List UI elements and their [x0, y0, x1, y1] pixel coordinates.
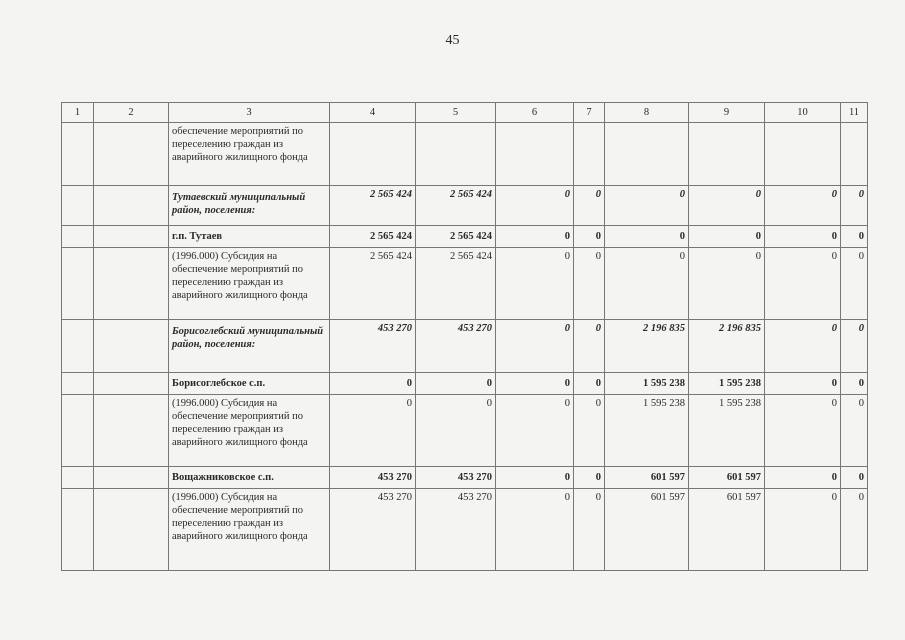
empty-cell: [94, 226, 169, 248]
column-number-header: 4: [330, 103, 416, 123]
amount-cell: 601 597: [689, 489, 765, 571]
amount-cell: 0: [496, 395, 574, 467]
page-number: 45: [445, 33, 460, 48]
amount-cell: 0: [765, 226, 841, 248]
empty-cell: [62, 489, 94, 571]
row-description-cell: Борисоглебский муниципальный район, поселения:: [169, 320, 330, 373]
amount-cell: [841, 123, 868, 186]
empty-cell: [62, 248, 94, 320]
table-row: [62, 395, 868, 467]
empty-cell: [94, 186, 169, 226]
amount-cell: 0: [416, 373, 496, 395]
amount-cell: 0: [689, 248, 765, 320]
row-description-cell: обеспечение мероприятий по переселению граждан из аварийного жилищного фонда: [169, 123, 330, 186]
amount-cell: 0: [605, 186, 689, 226]
amount-cell: 0: [689, 186, 765, 226]
column-number-header: 11: [841, 103, 868, 123]
table-row: [62, 489, 868, 571]
amount-cell: 1 595 238: [605, 395, 689, 467]
amount-cell: [330, 123, 416, 186]
amount-cell: 0: [841, 320, 868, 373]
amount-cell: 0: [765, 186, 841, 226]
amount-cell: 2 196 835: [689, 320, 765, 373]
column-number-header: 2: [94, 103, 169, 123]
amount-cell: 2 565 424: [330, 226, 416, 248]
amount-cell: 0: [330, 373, 416, 395]
amount-cell: 0: [765, 489, 841, 571]
table-row: [62, 467, 868, 489]
amount-cell: 453 270: [416, 320, 496, 373]
table-row: [62, 248, 868, 320]
amount-cell: 0: [841, 489, 868, 571]
empty-cell: [62, 395, 94, 467]
column-number-header: 10: [765, 103, 841, 123]
amount-cell: 601 597: [605, 467, 689, 489]
amount-cell: 0: [496, 186, 574, 226]
amount-cell: [605, 123, 689, 186]
amount-cell: 453 270: [416, 489, 496, 571]
amount-cell: 0: [765, 467, 841, 489]
empty-cell: [94, 373, 169, 395]
column-number-header: 1: [62, 103, 94, 123]
column-number-header: 5: [416, 103, 496, 123]
amount-cell: 0: [765, 373, 841, 395]
empty-cell: [94, 489, 169, 571]
amount-cell: 0: [574, 395, 605, 467]
empty-cell: [62, 123, 94, 186]
amount-cell: 0: [574, 186, 605, 226]
amount-cell: 453 270: [330, 467, 416, 489]
amount-cell: 1 595 238: [689, 373, 765, 395]
row-description-cell: Борисоглебское с.п.: [169, 373, 330, 395]
amount-cell: 1 595 238: [689, 395, 765, 467]
table-row: [62, 373, 868, 395]
amount-cell: 0: [574, 467, 605, 489]
empty-cell: [62, 467, 94, 489]
amount-cell: 0: [841, 226, 868, 248]
amount-cell: 2 565 424: [416, 226, 496, 248]
amount-cell: 1 595 238: [605, 373, 689, 395]
amount-cell: 0: [496, 320, 574, 373]
amount-cell: 2 196 835: [605, 320, 689, 373]
amount-cell: 453 270: [330, 489, 416, 571]
column-number-header: 3: [169, 103, 330, 123]
amount-cell: 0: [574, 226, 605, 248]
row-description-cell: (1996.000) Субсидия на обеспечение мероприятий по переселению граждан из аварийного жилищного фонда: [169, 489, 330, 571]
amount-cell: 0: [496, 489, 574, 571]
amount-cell: 0: [765, 248, 841, 320]
amount-cell: 0: [574, 489, 605, 571]
row-description-cell: Вощажниковское с.п.: [169, 467, 330, 489]
amount-cell: 2 565 424: [416, 186, 496, 226]
empty-cell: [62, 320, 94, 373]
amount-cell: 2 565 424: [330, 248, 416, 320]
amount-cell: 0: [496, 248, 574, 320]
empty-cell: [94, 320, 169, 373]
amount-cell: 0: [765, 395, 841, 467]
amount-cell: 601 597: [689, 467, 765, 489]
amount-cell: 0: [574, 248, 605, 320]
table-row: [62, 186, 868, 226]
amount-cell: 601 597: [605, 489, 689, 571]
table-row: [62, 226, 868, 248]
amount-cell: [496, 123, 574, 186]
amount-cell: 2 565 424: [330, 186, 416, 226]
amount-cell: 0: [841, 248, 868, 320]
amount-cell: 0: [496, 467, 574, 489]
table-header-row: [62, 103, 868, 123]
amount-cell: 0: [841, 395, 868, 467]
amount-cell: [689, 123, 765, 186]
amount-cell: 0: [605, 226, 689, 248]
column-number-header: 7: [574, 103, 605, 123]
amount-cell: 453 270: [416, 467, 496, 489]
amount-cell: 0: [330, 395, 416, 467]
table-row: [62, 320, 868, 373]
amount-cell: 0: [841, 467, 868, 489]
amount-cell: 0: [496, 226, 574, 248]
amount-cell: 0: [841, 186, 868, 226]
amount-cell: 0: [765, 320, 841, 373]
amount-cell: 453 270: [330, 320, 416, 373]
amount-cell: 0: [416, 395, 496, 467]
budget-table: [61, 102, 868, 571]
row-description-cell: г.п. Тутаев: [169, 226, 330, 248]
column-number-header: 9: [689, 103, 765, 123]
amount-cell: 0: [496, 373, 574, 395]
row-description-cell: (1996.000) Субсидия на обеспечение мероприятий по переселению граждан из аварийного жилищного фонда: [169, 248, 330, 320]
empty-cell: [94, 395, 169, 467]
column-number-header: 8: [605, 103, 689, 123]
amount-cell: [574, 123, 605, 186]
row-description-cell: (1996.000) Субсидия на обеспечение мероприятий по переселению граждан из аварийного жилищного фонда: [169, 395, 330, 467]
row-description-cell: Тутаевский муниципальный район, поселения:: [169, 186, 330, 226]
amount-cell: 0: [841, 373, 868, 395]
empty-cell: [62, 226, 94, 248]
amount-cell: 0: [574, 373, 605, 395]
amount-cell: 0: [689, 226, 765, 248]
empty-cell: [62, 186, 94, 226]
amount-cell: 0: [574, 320, 605, 373]
column-number-header: 6: [496, 103, 574, 123]
table-row: [62, 123, 868, 186]
amount-cell: [416, 123, 496, 186]
amount-cell: 0: [605, 248, 689, 320]
empty-cell: [94, 248, 169, 320]
amount-cell: [765, 123, 841, 186]
amount-cell: 2 565 424: [416, 248, 496, 320]
empty-cell: [62, 373, 94, 395]
empty-cell: [94, 467, 169, 489]
empty-cell: [94, 123, 169, 186]
